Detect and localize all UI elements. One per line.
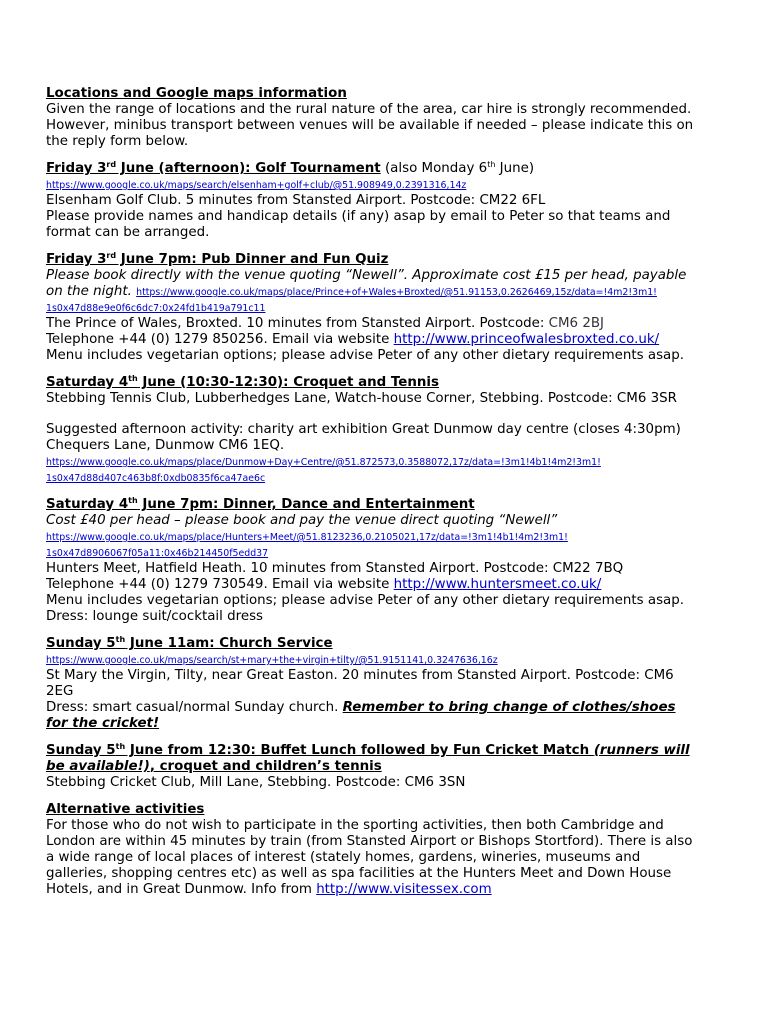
body-text: Dress: smart casual/normal Sunday church. Remember to bring change of clothes/shoes [46,700,676,715]
body-text: Hunters Meet, Hatfield Heath. 10 minutes from Stansted Airport. Postcode: CM22 7BQ [46,561,624,576]
section-heading: Saturday 4th June (10:30-12:30): Croquet and Tennis [46,374,439,390]
body-text: a wide range of local places of interest (stately homes, gardens, wineries, museums and [46,850,641,865]
section-croquet [46,375,746,486]
section-locations [46,86,746,150]
body-text: Telephone +44 (0) 1279 730549. Email via website http://www.huntersmeet.co.uk/ [46,577,602,592]
body-text: Telephone +44 (0) 1279 850256. Email via website http://www.princeofwalesbroxted.co.uk/ [46,332,660,347]
section-heading: Sunday 5th June 11am: Church Service [46,635,333,651]
section-heading: Friday 3rd June (afternoon): Golf Tournament (also Monday 6th June) [46,160,535,176]
map-link-quiz[interactable]: https://www.google.co.uk/maps/place/Prince+of+Wales+Broxted/@51.91153,0.2626469,15z/data=!4m2!3m1! [136,287,657,298]
section-church [46,636,746,732]
section-quiz [46,252,746,364]
section-dinner [46,497,746,625]
body-text: Menu includes vegetarian options; please advise Peter of any other dietary requirements asap. [46,348,685,363]
section-alternative [46,802,746,898]
section-golf [46,161,746,241]
body-text: St Mary the Virgin, Tilty, near Great Easton. 20 minutes from Stansted Airport. Postcode: CM6 [46,668,674,683]
section-cricket [46,743,746,791]
map-link-hunters-meet-cont[interactable]: 1s0x47d8906067f05a11:0x46b214450f5edd37 [46,548,269,559]
body-text: Menu includes vegetarian options; please advise Peter of any other dietary requirements asap. [46,593,685,608]
body-text: Stebbing Tennis Club, Lubberhedges Lane, Watch-house Corner, Stebbing. Postcode: CM6 3SR [46,391,677,406]
section-heading: Alternative activities [46,802,205,817]
section-heading: Sunday 5th June from 12:30: Buffet Lunch followed by Fun Cricket Match (runners will [46,742,690,758]
body-text: However, minibus transport between venues will be available if needed – please indicate this on [46,118,694,133]
section-heading: Friday 3rd June 7pm: Pub Dinner and Fun Quiz [46,251,389,267]
map-link-hunters-meet[interactable]: https://www.google.co.uk/maps/place/Hunters+Meet/@51.8123236,0.2105021,17z/data=!3m1!4b1!4m2!3m1! [46,532,568,543]
document-body [46,86,746,909]
body-text: galleries, shopping centres etc) as well as spa facilities at the Hunters Meet and Down House [46,866,672,881]
website-link-hunters-meet[interactable]: http://www.huntersmeet.co.uk/ [393,577,602,592]
map-link-dunmow[interactable]: https://www.google.co.uk/maps/place/Dunmow+Day+Centre/@51.872573,0.3588072,17z/data=!3m1!4b1!4m2!3m1! [46,457,601,468]
section-heading-cont: be available!), croquet and children’s tennis [46,759,382,774]
body-text: Suggested afternoon activity: charity art exhibition Great Dunmow day centre (closes 4:30pm) [46,422,681,437]
body-text: London are within 45 minutes by train (from Stansted Airport or Bishops Stortford). There is also [46,834,693,849]
body-text: Please provide names and handicap details (if any) asap by email to Peter so that teams and [46,209,671,224]
map-link-dunmow-cont[interactable]: 1s0x47d88d407c463b8f:0xdb0835f6ca47ae6c [46,473,266,484]
body-text: Stebbing Cricket Club, Mill Lane, Stebbing. Postcode: CM6 3SN [46,775,466,790]
body-text: Elsenham Golf Club. 5 minutes from Stansted Airport. Postcode: CM22 6FL [46,193,546,208]
map-link-quiz-cont[interactable]: 1s0x47d88e9e0f6c6dc7:0x24fd1b419a791c11 [46,303,266,314]
section-heading: Saturday 4th June 7pm: Dinner, Dance and Entertainment [46,496,475,512]
body-text: Chequers Lane, Dunmow CM6 1EQ. [46,438,285,453]
body-text: Please book directly with the venue quoting “Newell”. Approximate cost £15 per head, payable [46,268,687,283]
section-heading: Locations and Google maps information [46,86,347,101]
body-text: on the night. https://www.google.co.uk/maps/place/Prince+of+Wales+Broxted/@51.91153,0.2626469,15z/data=!4m2!3m1! [46,284,657,299]
body-text: 2EG [46,684,74,699]
website-link-prince-of-wales[interactable]: http://www.princeofwalesbroxted.co.uk/ [393,332,660,347]
map-link-golf[interactable]: https://www.google.co.uk/maps/search/elsenham+golf+club/@51.908949,0.2391316,14z [46,180,467,191]
body-text: Cost £40 per head – please book and pay the venue direct quoting “Newell” [46,513,558,528]
website-link-visitessex[interactable]: http://www.visitessex.com [316,882,492,897]
body-text: the reply form below. [46,134,189,149]
body-text: format can be arranged. [46,225,210,240]
body-text: Dress: lounge suit/cocktail dress [46,609,264,624]
body-text: Hotels, and in Great Dunmow. Info from http://www.visitessex.com [46,882,492,897]
body-text: For those who do not wish to participate in the sporting activities, then both Cambridge and [46,818,664,833]
map-link-church[interactable]: https://www.google.co.uk/maps/search/st+mary+the+virgin+tilty/@51.9151141,0.3247636,16z [46,655,498,666]
body-text: Given the range of locations and the rural nature of the area, car hire is strongly recommended. [46,102,692,117]
body-text: The Prince of Wales, Broxted. 10 minutes from Stansted Airport. Postcode: CM6 2BJ [46,316,604,331]
body-text: for the cricket! [46,716,160,731]
